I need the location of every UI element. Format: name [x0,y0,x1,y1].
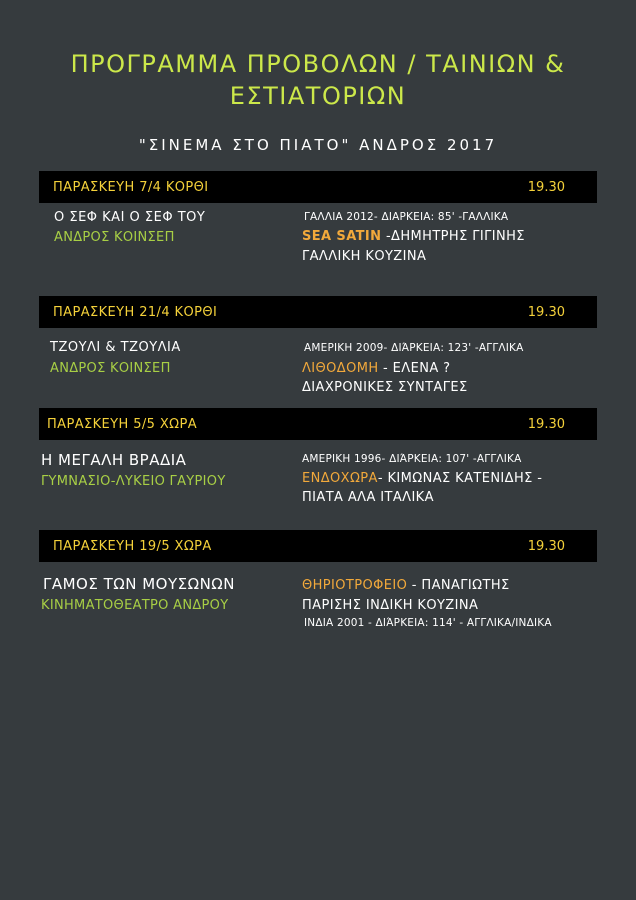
film-info: ΑΜΕΡΙΚΗ 2009- ΔΙΆΡΚΕΙΑ: 123' -ΑΓΓΛΙΚΑ [304,342,524,354]
organizer: ΓΥΜΝΑΣΙΟ-ΛΥΚΕΙΟ ΓΑΥΡΙΟΥ [41,474,226,489]
organizer: ΑΝΔΡΟΣ ΚΟΙΝΣΕΠ [50,361,171,376]
event-bar-4 [39,530,597,562]
restaurant-chef: - ΚΙΜΩΝΑΣ ΚΑΤΕΝΙΔΗΣ - [377,471,543,486]
event-day: ΠΑΡΑΣΚΕΥΗ 21/4 ΚΟΡΘΙ [53,304,218,320]
organizer: ΑΝΔΡΟΣ ΚΟΙΝΣΕΠ [54,230,175,245]
film-title: ΤΖΟΥΛΙ & ΤΖΟΥΛΙΑ [50,340,181,355]
restaurant-line [302,361,450,376]
event-day: ΠΑΡΑΣΚΕΥΗ 7/4 ΚΟΡΘΙ [53,179,209,195]
restaurant-name: ΘΗΡΙΟΤΡΟΦΕΙΟ [302,578,408,593]
film-info: ΙΝΔΙΑ 2001 - ΔΙΆΡΚΕΙΑ: 114' - ΑΓΓΛΙΚΑ/ΙΝΔΙΚΑ [304,617,552,629]
event-day: ΠΑΡΑΣΚΕΥΗ 19/5 ΧΩΡΑ [53,538,212,554]
film-title: Η ΜΕΓΑΛΗ ΒΡΑΔΙΑ [41,451,187,469]
restaurant-name: ΕΝΔΟΧΩΡΑ [302,471,378,486]
cuisine: ΠΙΑΤΑ ΑΛΑ ΙΤΑΛΙΚΑ [302,490,434,505]
title-line-2: ΕΣΤΙΑΤΟΡΙΩΝ [229,82,407,110]
film-info: ΓΑΛΛΙΑ 2012- ΔΙΑΡΚΕΙΑ: 85' -ΓΑΛΛΙΚΑ [304,211,509,223]
restaurant-name: SEA SATIN [302,229,382,244]
cuisine: ΓΑΛΛΙΚΗ ΚΟΥΖΙΝΑ [302,249,427,264]
event-time: 19.30 [527,304,565,320]
restaurant-chef: - ΕΛΕΝΑ ? [378,361,451,376]
poster-title [0,48,636,112]
event-time: 19.30 [527,538,565,554]
event-bar-1 [39,171,597,203]
event-bar-2 [39,296,597,328]
event-day: ΠΑΡΑΣΚΕΥΗ 5/5 ΧΩΡΑ [47,416,198,432]
restaurant-chef: -ΔΗΜΗΤΡΗΣ ΓΙΓΙΝΗΣ [381,229,525,244]
event-time: 19.30 [527,179,565,195]
restaurant-line [302,578,510,593]
film-info: ΑΜΕΡΙΚΗ 1996- ΔΙΆΡΚΕΙΑ: 107' -ΑΓΓΛΙΚΑ [302,453,522,465]
restaurant-line [302,471,542,486]
title-line-1: ΠΡΟΓΡΑΜΜΑ ΠΡΟΒΟΛΩΝ / ΤΑΙΝΙΩΝ & [70,50,566,78]
film-title: Ο ΣΕΦ ΚΑΙ Ο ΣΕΦ ΤΟΥ [54,210,206,225]
film-title: ΓΑΜΟΣ ΤΩΝ ΜΟΥΣΩΝΩΝ [43,575,235,593]
restaurant-name: ΛΙΘΟΔΟΜΗ [302,361,379,376]
cuisine: ΠΑΡΙΣΗΣ ΙΝΔΙΚΗ ΚΟΥΖΙΝΑ [302,598,479,613]
event-bar-3 [39,408,597,440]
organizer: ΚΙΝΗΜΑΤΟΘΕΑΤΡΟ ΑΝΔΡΟΥ [41,598,229,613]
cuisine: ΔΙΑΧΡΟΝΙΚΕΣ ΣΥΝΤΑΓΕΣ [302,380,468,395]
restaurant-chef: - ΠΑΝΑΓΙΩΤΗΣ [407,578,510,593]
event-time: 19.30 [527,416,565,432]
restaurant-line [302,229,525,244]
poster-subtitle: "ΣΙΝΕΜΑ ΣΤΟ ΠΙΑΤΟ" ΑΝΔΡΟΣ 2017 [138,136,498,154]
